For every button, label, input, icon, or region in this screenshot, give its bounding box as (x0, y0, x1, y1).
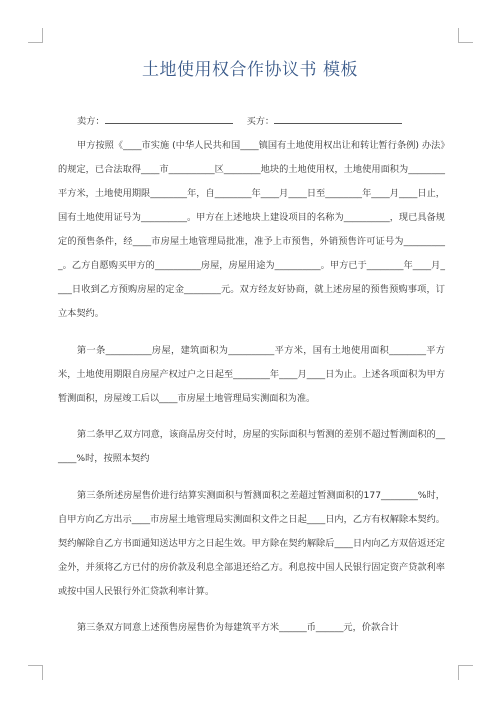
parties-line (58, 110, 445, 134)
paragraph-preamble: 甲方按照《____市实施 (中华人民共和国____镇国有土地使用权出让和转让暂行条例) 办法》的规定，已合法取得____市__________区________地块的土地使用权，土地使用面积为________平方米，土地使用期限________年，自________年____月____日至________年____月____日止，国有土地使用证号为__________。甲方在上述地块上建设项目的名称为__________，现已具备规定的预售条件，经____市房屋土地管理局批准，准予上市预售，外销预售许可证号为__________。乙方自愿购买甲方的__________房屋，房屋用途为__________。甲方已于________年____月____日收到乙方预购房屋的定金________元。双方经友好协商，就上述房屋的预售预购事项，订立本契约。 (58, 140, 445, 319)
document-body (58, 110, 445, 640)
paragraph-article-3-price: 第三条双方同意上述预售房屋售价为每建筑平方米______币______元，价款合计 (77, 622, 399, 633)
paragraph-article-2: 第二条甲乙双方同意，该商品房交付时，房屋的实际面积与暂测的差别不超过暂测面积的______%时，按照本契约 (58, 429, 445, 464)
paragraph-article-1: 第一条__________房屋，建筑面积为__________平方米，国有土地使用面积________平方米，土地使用期限自房屋产权过户之日起至________年____月____日为止。上述各项面积为甲方暂测面积，房屋竣工后以____市房屋土地管理局实测面积为准。 (58, 344, 445, 404)
buyer-blank (274, 114, 402, 124)
crop-mark-top-right (458, 28, 473, 43)
crop-mark-top-left (28, 28, 43, 43)
buyer-label: 买方： (246, 116, 275, 127)
seller-label: 卖方： (77, 116, 105, 127)
paragraph-article-3: 第三条所述房屋售价进行结算实测面积与暂测面积之差超过暂测面积的177________%时，自甲方向乙方出示____市房屋土地管理局实测面积文件之日起____日内，乙方有权解除本契约。契约解除自乙方书面通知送达甲方之日起生效。甲方除在契约解除后____日内向乙方双倍返还定金外，并须将乙方已付的房价款及利息全部退还给乙方。利息按中国人民银行固定资产贷款利率或按中国人民银行外汇贷款利率计算。 (58, 489, 445, 597)
seller-blank (105, 114, 233, 124)
crop-mark-bottom-left (28, 665, 43, 680)
document-title: 土地使用权合作协议书 模板 (142, 60, 358, 80)
crop-mark-bottom-right (458, 665, 473, 680)
